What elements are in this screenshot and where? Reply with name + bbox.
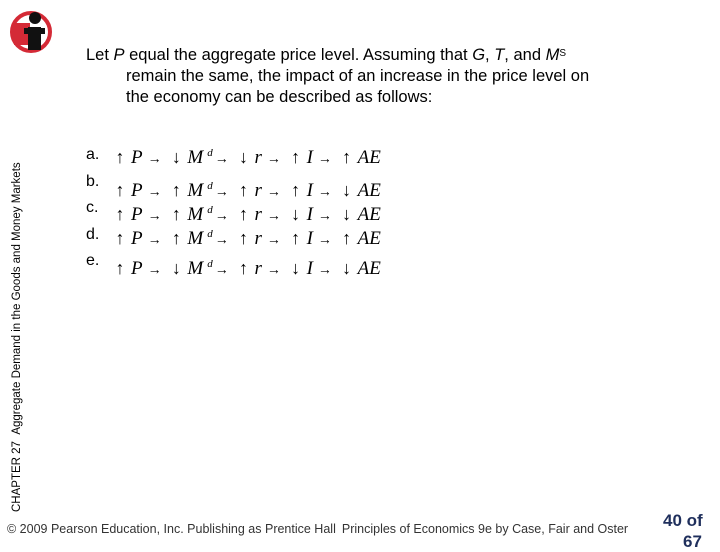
option-chain: ↑ P → ↑ M $^d$ → ↑ r → ↑ I → ↑ AE <box>115 228 381 249</box>
question-text <box>86 45 686 108</box>
option-label-b[interactable]: b. <box>86 172 100 190</box>
option-chain: ↑ P → ↑ M $^d$ → ↑ r → ↑ I → ↓ AE <box>115 180 381 201</box>
page-total: 67 <box>683 532 702 551</box>
option-chain: ↑ P → ↓ M $^d$ → ↑ r → ↓ I → ↓ AE <box>115 258 381 279</box>
option-chain: ↑ P → ↑ M $^d$ → ↑ r → ↓ I → ↓ AE <box>115 204 381 225</box>
question-line-2: remain the same, the impact of an increase in the price level on <box>126 67 590 85</box>
option-label-a[interactable]: a. <box>86 146 100 163</box>
chapter-number: CHAPTER 27 <box>11 441 23 512</box>
book-credit: Principles of Economics 9e by Case, Fair and Oster <box>341 522 629 536</box>
option-chain: ↑ P → ↓ M $^d$ → ↓ r → ↑ I → ↑ AE <box>115 147 381 168</box>
option-label-e[interactable]: e. <box>86 252 100 269</box>
option-label-d[interactable]: d. <box>86 225 100 243</box>
chapter-title: Aggregate Demand in the Goods and Money Markets <box>11 162 23 435</box>
footer <box>7 522 628 536</box>
chapter-sidebar-label <box>9 112 25 512</box>
question-line-1: Let P equal the aggregate price level. Assuming that G, T, and $M^S$ <box>86 46 567 64</box>
page-number: 40 of <box>663 511 703 530</box>
copyright-text: © 2009 Pearson Education, Inc. Publishing as Prentice Hall <box>7 522 336 536</box>
option-labels <box>86 142 99 275</box>
option-label-c[interactable]: c. <box>86 199 99 216</box>
question-line-3: the economy can be described as follows: <box>126 88 433 106</box>
info-person-icon <box>8 8 54 54</box>
